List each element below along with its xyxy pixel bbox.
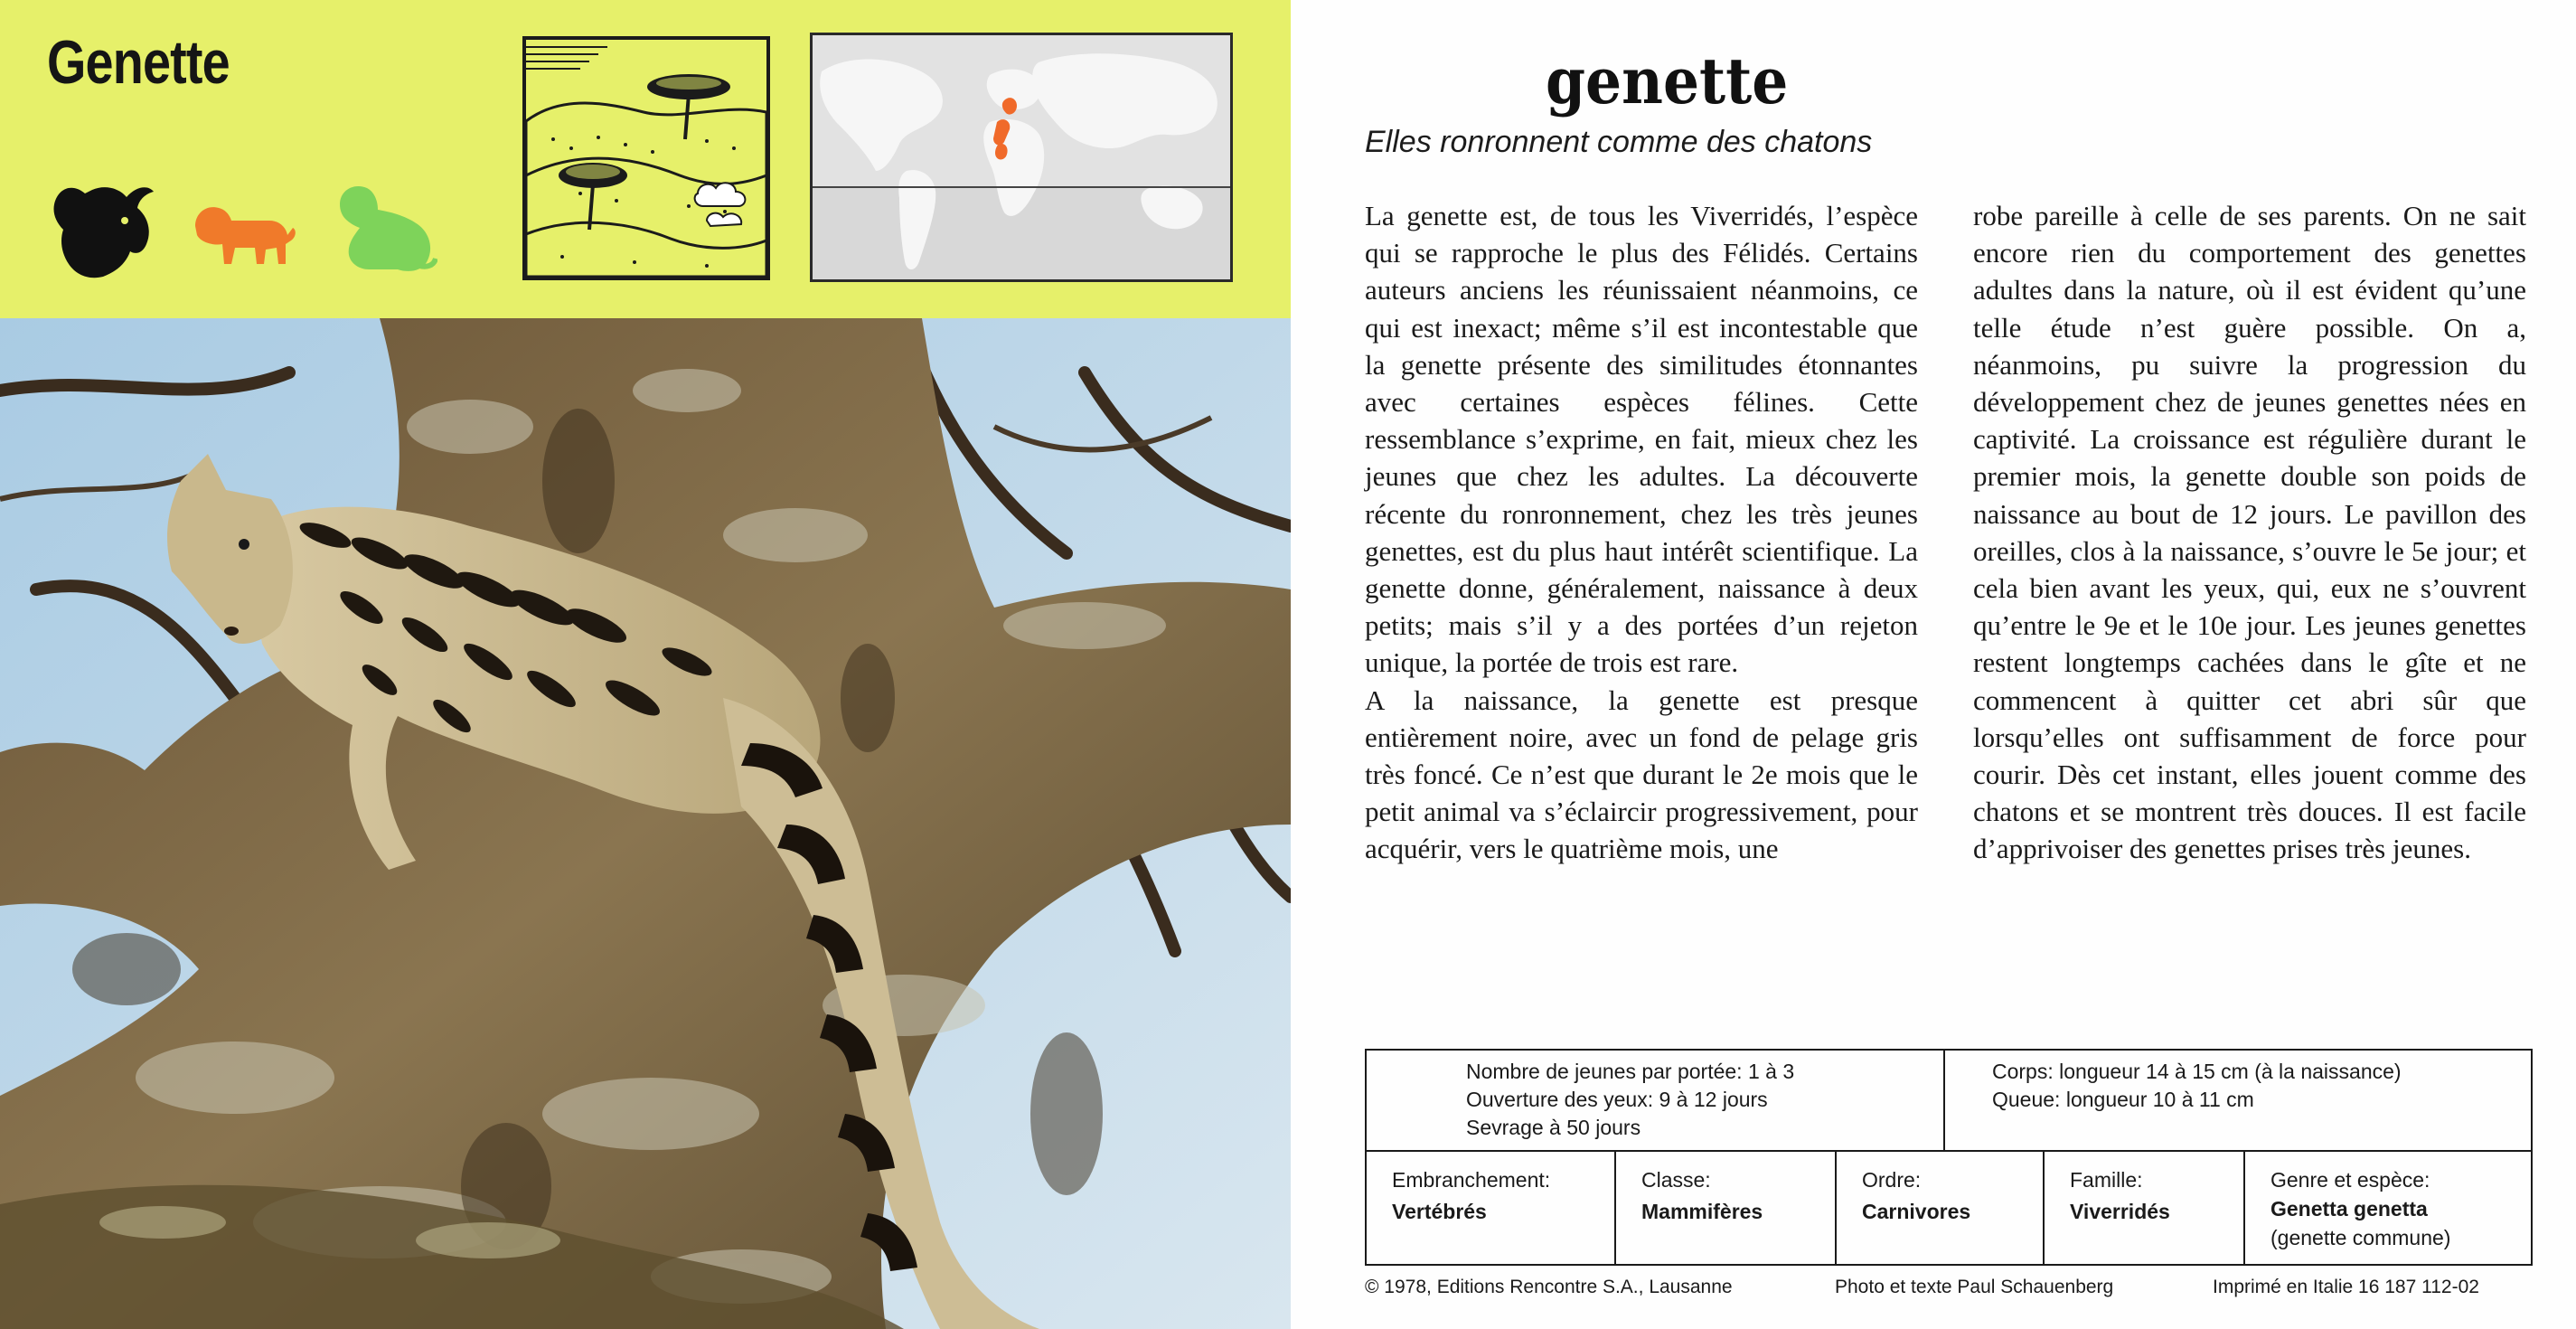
taxonomy-value: Genetta genetta xyxy=(2270,1197,2428,1221)
taxonomy-label: Embranchement: xyxy=(1392,1168,1551,1192)
taxonomy-order xyxy=(1837,1152,2045,1266)
copyright: © 1978, Editions Rencontre S.A., Lausanne xyxy=(1365,1277,1733,1297)
text-column-right xyxy=(1973,197,2526,868)
taxonomy-value: Viverridés xyxy=(2070,1200,2170,1223)
taxonomy-genus-species xyxy=(2245,1152,2531,1266)
species-heading: genette xyxy=(1546,43,1789,118)
print-info: Imprimé en Italie 16 187 112-02 xyxy=(2213,1277,2479,1297)
back-card xyxy=(1291,0,2576,1329)
paragraph: robe pareille à celle de ses parents. On ne sait encore rien du comportement des genettes adultes dans la nature, où il est évident qu’une telle étude n’est guère possible. On a, néanmoins, pu suivre la progression du développement chez de jeunes genettes nées en captivité. La croissance est régulière durant le premier mois, la genette double son poids de naissance au bout de 12 jours. Le pavillon des oreilles, clos à la naissance, s’ouvre le 5e jour; et cela bien avant les yeux, qui, eux ne s’ouvrent qu’entre le 9e et le 10e jour. Les jeunes genettes restent longtemps cachées dans le gîte et ne commencent à quitter cet abri sûr que lorsqu’elles ont suffisamment de force pour courir. Dès cet instant, elles jouent comme des chatons et se montrent très douces. Il est facile d’apprivoiser des genettes prises très jeunes. xyxy=(1973,200,2526,865)
fact-body-length: Corps: longueur 14 à 15 cm (à la naissance) xyxy=(1992,1060,2402,1083)
photo-credit: Photo et texte Paul Schauenberg xyxy=(1835,1277,2114,1297)
taxonomy-class xyxy=(1616,1152,1837,1266)
bull-icon xyxy=(49,177,157,284)
text-column-left xyxy=(1365,197,1918,868)
facts-row-measurements xyxy=(1367,1051,2531,1152)
paragraph: La genette est, de tous les Viverridés, l’espèce qui se rapproche le plus des Félidés. Certains auteurs anciens les réunissaient néanmoins, ce qui est inexact; même s’il est incontestable que la genette présente des similitudes étonnantes avec certaines espèces félines. Cette ressemblance s’exprime, en fait, mieux chez les jeunes que chez les adultes. La découverte récente du ronronnement, chez les très jeunes genettes, est du plus haut intérêt scientifique. La genette donne, généralement, naissance à deux petits; mais s’il y a des portées d’un rejeton unique, la portée de trois est rare. xyxy=(1365,200,1918,679)
habitat-illustration xyxy=(522,36,770,280)
taxonomy-row xyxy=(1367,1152,2531,1266)
taxonomy-label: Famille: xyxy=(2070,1168,2143,1192)
fact-weaning: Sevrage à 50 jours xyxy=(1466,1116,1641,1139)
taxonomy-value: Carnivores xyxy=(1862,1200,1971,1223)
paragraph: A la naissance, la genette est presque entièrement noire, avec un fond de pelage gris très foncé. Ce n’est que durant le 2e mois que le petit animal va s’éclaircir progressivement, pour acquérir, vers le quatrième mois, une xyxy=(1365,683,1918,865)
taxonomy-family xyxy=(2045,1152,2245,1266)
taxonomy-label: Classe: xyxy=(1641,1168,1711,1192)
taxonomy-common-name: (genette commune) xyxy=(2270,1226,2451,1249)
fact-eye-opening: Ouverture des yeux: 9 à 12 jours xyxy=(1466,1088,1768,1111)
fact-tail-length: Queue: longueur 10 à 11 cm xyxy=(1992,1088,2254,1111)
taxonomy-value: Vertébrés xyxy=(1392,1200,1487,1223)
taxonomy-label: Ordre: xyxy=(1862,1168,1922,1192)
otter-icon xyxy=(333,179,437,273)
taxonomy-value: Mammifères xyxy=(1641,1200,1763,1223)
subtitle: Elles ronronnent comme des chatons xyxy=(1365,125,1873,159)
lion-icon xyxy=(192,201,300,268)
facts-table xyxy=(1365,1049,2533,1266)
fact-litter-size: Nombre de jeunes par portée: 1 à 3 xyxy=(1466,1060,1795,1083)
distribution-map xyxy=(810,33,1233,282)
breeding-facts xyxy=(1466,1058,1794,1142)
genet-photo xyxy=(0,318,1291,1329)
size-facts xyxy=(1992,1058,2402,1114)
divider xyxy=(1943,1051,1945,1152)
card-title: Genette xyxy=(47,28,230,97)
taxonomy-label: Genre et espèce: xyxy=(2270,1168,2430,1192)
taxonomy-phylum xyxy=(1367,1152,1616,1266)
